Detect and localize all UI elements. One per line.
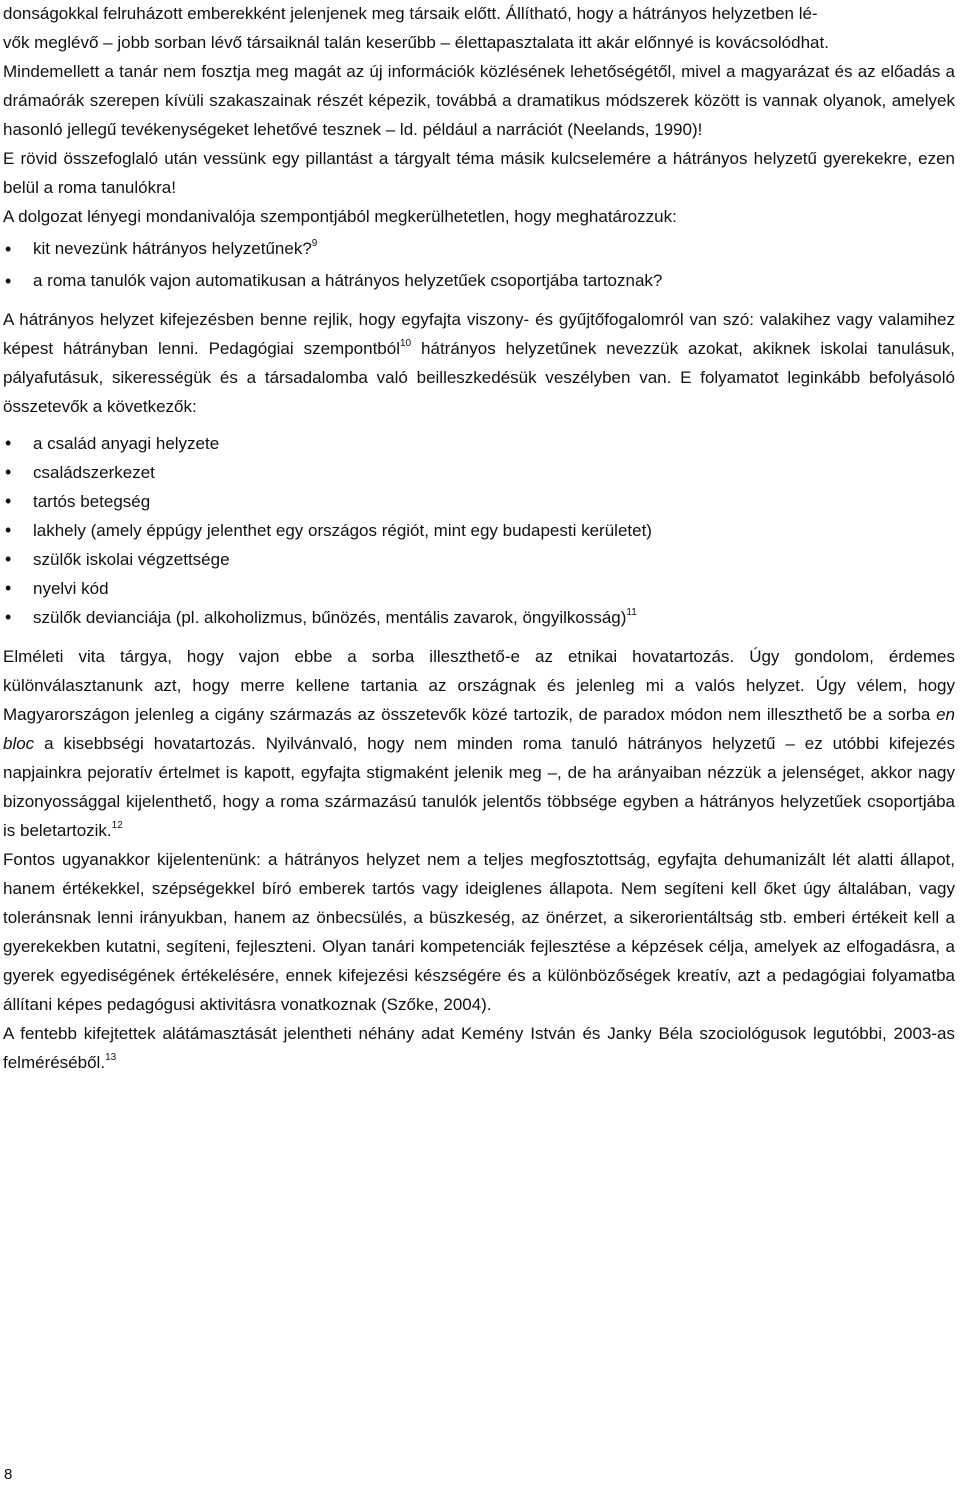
paragraph-continuation-line-2: vők meglévő – jobb sorban lévő társaiknál talán keserűbb – élettapasztalata itt akár előnnyé is kovácsolódhat. — [3, 33, 829, 52]
paragraph-survey-reference: A fentebb kifejtettek alátámasztását jelentheti néhány adat Kemény István és Janky Béla szociológusok legutóbbi, 2003-as felméréséből.$^{13}$ — [3, 1024, 955, 1072]
emphasis-en-bloc: en bloc — [3, 705, 955, 753]
list-item-text: családszerkezet — [33, 463, 155, 482]
footnote-marker: 9 — [311, 238, 318, 250]
document-page — [3, 0, 955, 1077]
list-item — [3, 265, 955, 297]
list-item — [3, 233, 955, 265]
list-item-text: a család anyagi helyzete — [33, 434, 220, 453]
paragraph-summary-transition: E rövid összefoglaló után vessünk egy pillantást a tárgyalt téma másik kulcselemére a hátrányos helyzetű gyerekekre, ezen belül a roma tanulókra! — [3, 149, 955, 197]
list-item-text: lakhely (amely éppúgy jelenthet egy országos régiót, mint egy budapesti kerületet) — [33, 521, 652, 540]
list-item-text: a roma tanulók vajon automatikusan a hátrányos helyzetűek csoportjába tartoznak? — [33, 271, 663, 290]
paragraph-teacher-information: Mindemellett a tanár nem fosztja meg magát az új információk közlésének lehetőségétől, mivel a magyarázat és az előadás a drámaórák szerepen kívüli szakaszainak részét képezik, továbbá a dramatikus módszerek között is vannak olyanok, amelyek hasonló jellegű tevékenységeket lehetővé tesznek – ld. például a narrációt (Neelands, 1990)! — [3, 62, 955, 139]
paragraph-values: Fontos ugyanakkor kijelentenünk: a hátrányos helyzet nem a teljes megfosztottság, egyfajta dehumanizált lét alatti állapot, hanem értékekkel, szépségekkel bíró emberek tartós vagy ideiglenes állapota. Nem segíteni kell őket úgy általában, vagy toleránsnak lenni irányukban, hanem az önbecsülés, a büszkeség, az önérzet, a sikerorientáltság stb. emberi értékeit kell a gyerekekben kutatni, segíteni, fejleszteni. Olyan tanári kompetenciák fejlesztése a képzések célja, amelyek az elfogadásra, a gyerek egyediségének értékelésére, ennek kifejezési készségére és a különbözőségek kreatív, azt a pedagógiai folyamatba állítani képes pedagógusi aktivitásra vonatkoznak (Szőke, 2004). — [3, 850, 955, 1014]
footnote-marker: 10 — [399, 338, 412, 350]
list-item — [3, 429, 955, 458]
factors-list — [3, 429, 955, 632]
paragraph-definition-intro: A dolgozat lényegi mondanivalója szempontjából megkerülhetetlen, hogy meghatározzuk: — [3, 207, 677, 226]
list-item — [3, 603, 955, 632]
paragraph-continuation — [3, 0, 955, 57]
list-item — [3, 458, 955, 487]
list-item-text: szülők iskolai végzettsége — [33, 550, 230, 569]
list-item-text: szülők devianciája (pl. alkoholizmus, bűnözés, mentális zavarok, öngyilkosság) — [33, 608, 627, 627]
list-item — [3, 545, 955, 574]
footnote-marker: 11 — [626, 607, 637, 619]
list-item-text: tartós betegség — [33, 492, 151, 511]
footnote-marker: 12 — [111, 820, 123, 832]
questions-list — [3, 233, 955, 297]
paragraph-ethnicity-debate: Elméleti vita tárgya, hogy vajon ebbe a sorba illeszthető-e az etnikai hovatartozás. Úgy gondolom, érdemes különválasztanunk azt, hogy merre kellene tartania az országnak és jelenleg mi a valós helyzet. Úgy vélem, hogy Magyarországon jelenleg a cigány származás az összetevők közé tartozik, de paradox módon nem illeszthető be a sorba en bloc a kisebbségi hovatartozás. Nyilvánvaló, hogy nem minden roma tanuló hátrányos helyzetű – ez utóbbi kifejezés napjainkra pejoratív értelmet is kapott, egyfajta stigmaként jelenik meg –, de ha arányaiban nézzük a jelenséget, akkor nagy bizonyossággal kijelenthető, hogy a roma származású tanulók jelentős többsége egyben a hátrányos helyzetűek csoportjába is beletartozik.$^{12}$ — [3, 647, 955, 840]
list-item — [3, 574, 955, 603]
list-item — [3, 487, 955, 516]
page-number: 8 — [4, 1466, 13, 1483]
paragraph-continuation-line-1: donságokkal felruházott emberekként jelenjenek meg társaik előtt. Állítható, hogy a hátrányos helyzetben lé- — [3, 4, 818, 23]
list-item-text: nyelvi kód — [33, 579, 109, 598]
list-item — [3, 516, 955, 545]
footnote-marker: 13 — [105, 1052, 117, 1064]
paragraph-disadvantage-definition: A hátrányos helyzet kifejezésben benne rejlik, hogy egyfajta viszony- és gyűjtőfogalomról van szó: valakihez vagy valamihez képest hátrányban lenni. Pedagógiai szempontból$^{10}$ hátrányos helyzetűnek nevezzük azokat, akiknek iskolai tanulásuk, pályafutásuk, sikerességük és a társadalomba való beilleszkedésük veszélyben van. E folyamatot leginkább befolyásoló összetevők a következők: — [3, 310, 956, 416]
list-item-text: kit nevezünk hátrányos helyzetűnek? — [33, 239, 312, 258]
